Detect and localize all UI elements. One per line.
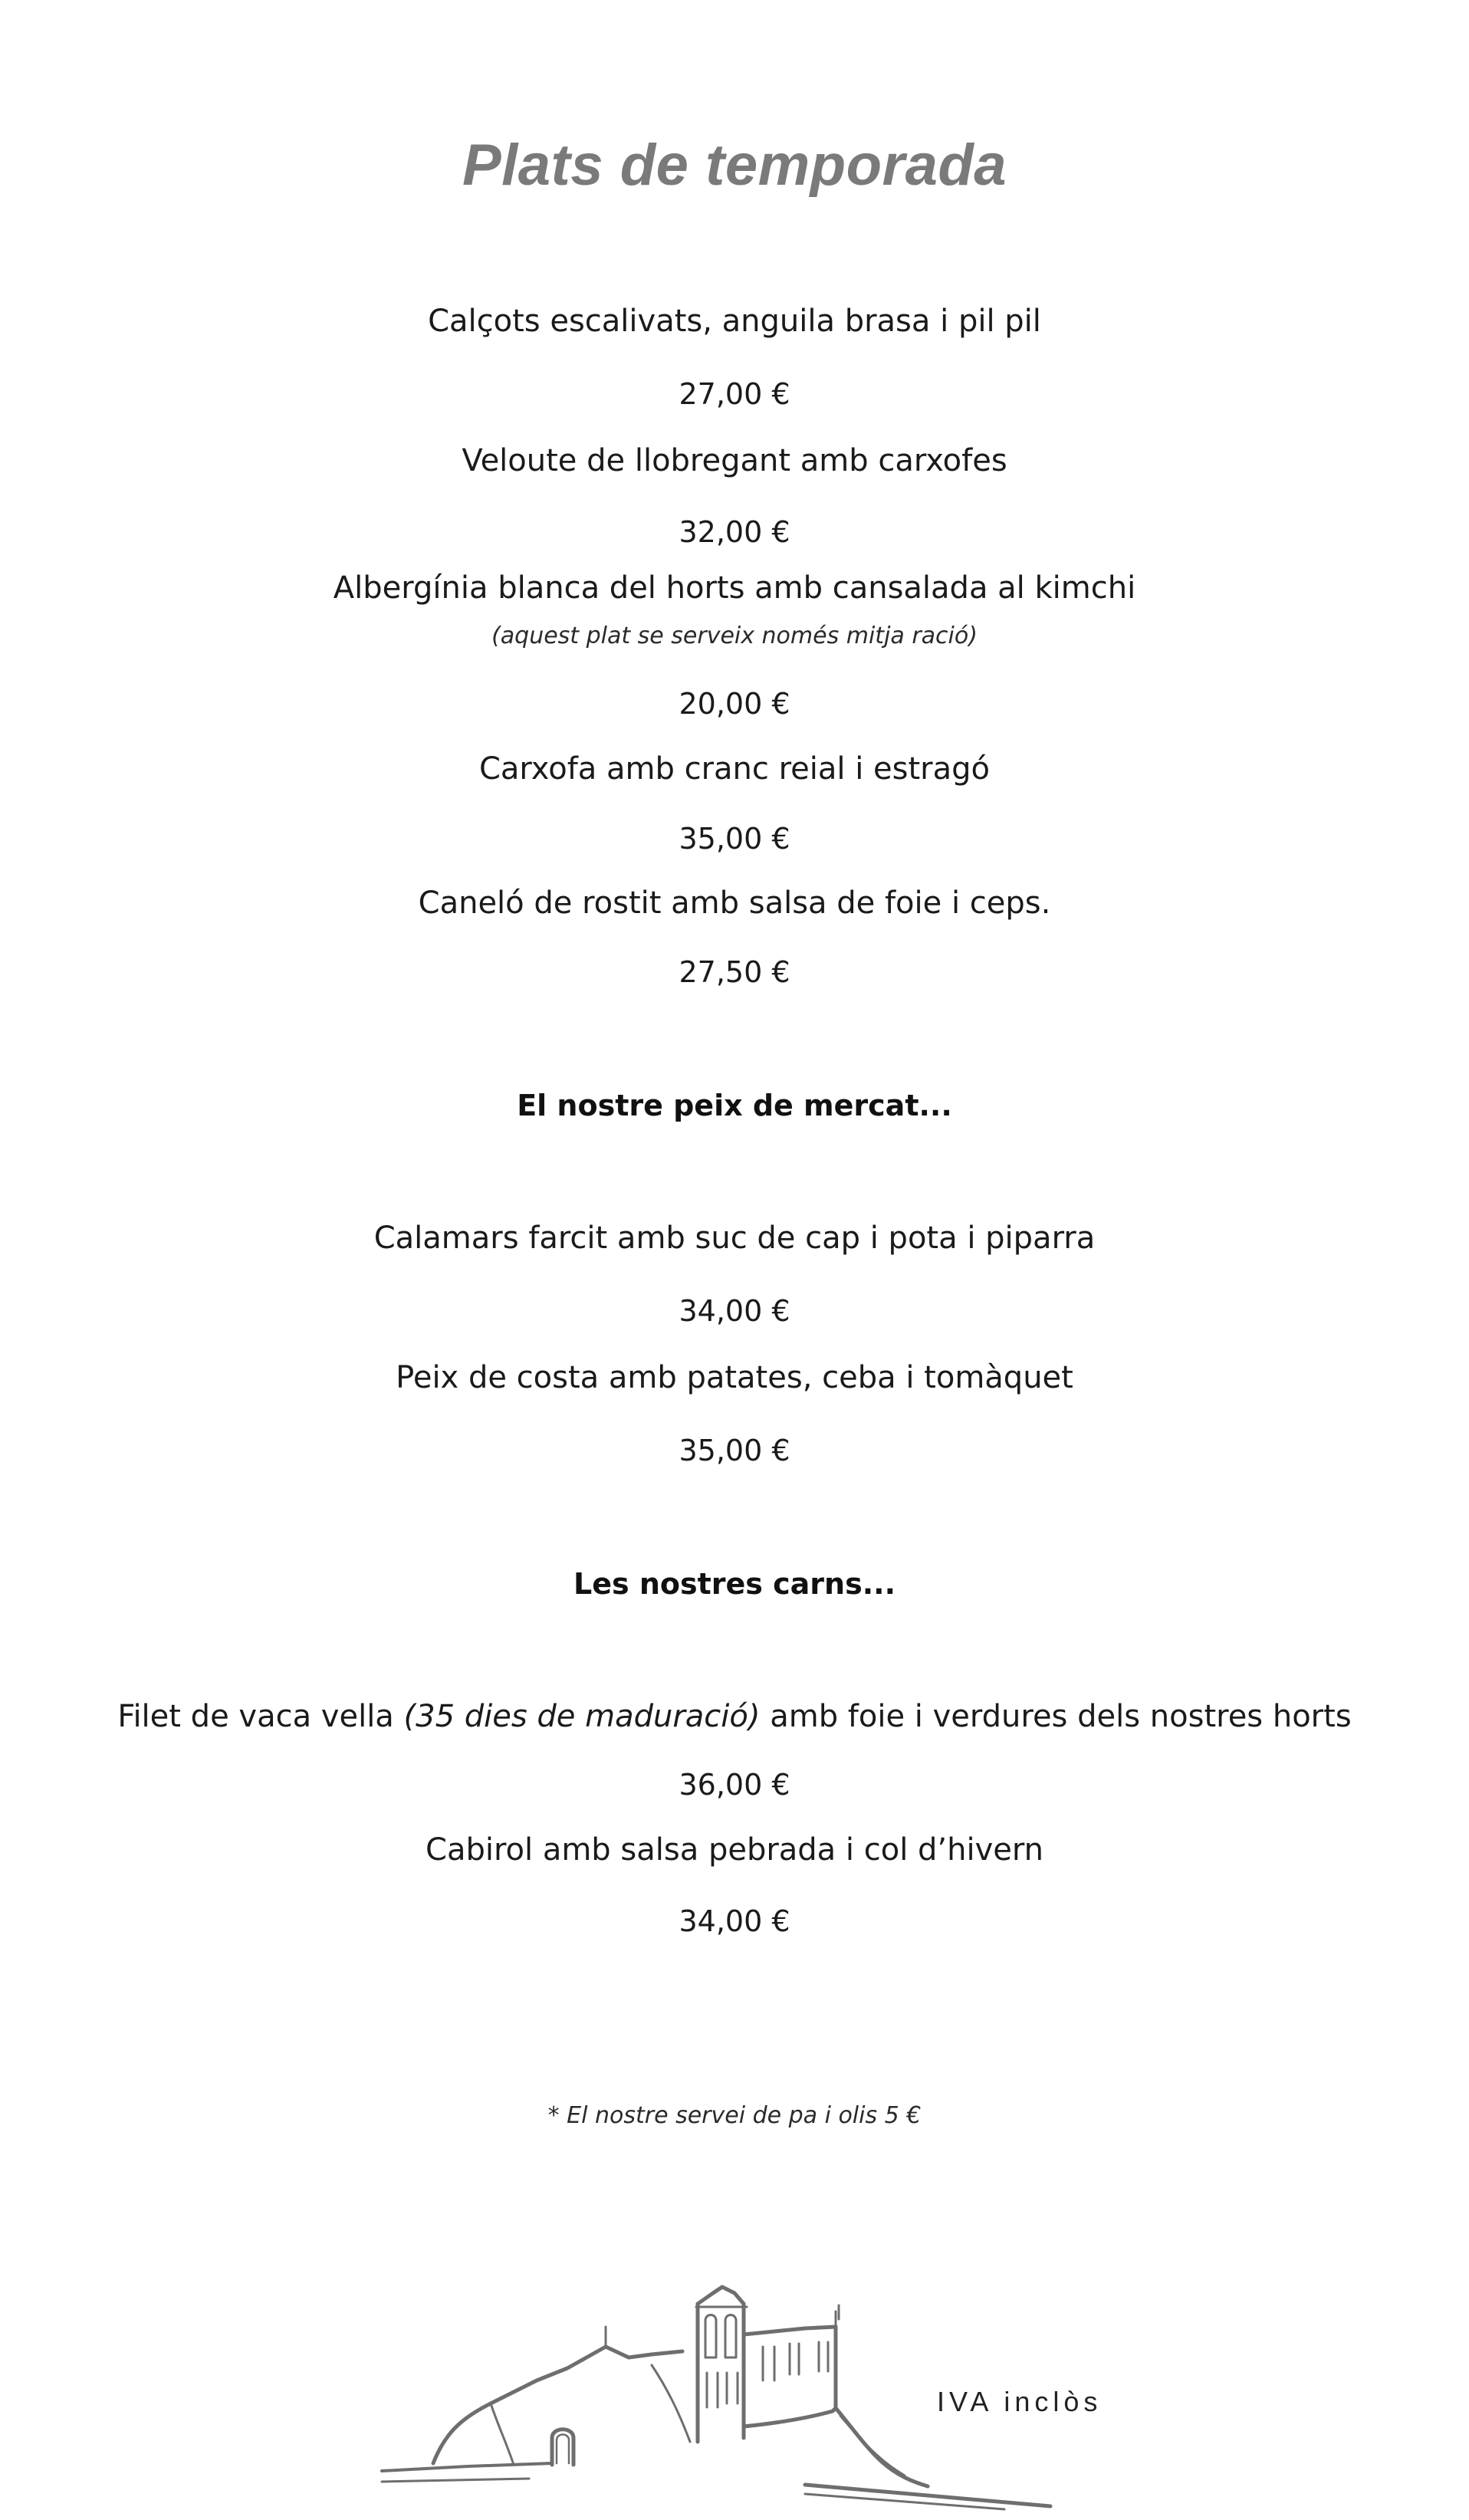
section-heading-fish: El nostre peix de mercat... [517,1089,952,1122]
dish-price: 35,00 € [679,822,790,856]
dish-price: 36,00 € [679,1768,790,1802]
dish-note: (aquest plat se serveix només mitja ració) [491,623,978,649]
dish-price: 27,50 € [679,955,790,989]
bread-service-footnote: * El nostre servei de pa i olis 5 € [547,2102,922,2129]
dish-name: Carxofa amb cranc reial i estragó [478,751,991,787]
dish-price: 20,00 € [679,687,790,721]
dish-price: 34,00 € [679,1294,790,1328]
dish-name-meat-1 [0,1699,1469,1734]
dish-name: Cabirol amb salsa pebrada i col d’hivern [426,1832,1043,1868]
tax-included-note: IVA inclòs [937,2386,1103,2417]
dish-price: 34,00 € [679,1904,790,1938]
dish-price: 32,00 € [679,515,790,549]
dish-name-part: Filet de vaca vella [117,1699,404,1734]
dish-name: Albergínia blanca del horts amb cansalada al kimchi [333,570,1136,606]
dish-name: Calamars farcit amb suc de cap i pota i piparra [373,1221,1096,1256]
dish-name: Calçots escalivats, anguila brasa i pil pil [428,304,1041,339]
dish-name: Caneló de rostit amb salsa de foie i ceps. [418,885,1051,921]
dish-name: Veloute de llobregant amb carxofes [462,443,1007,478]
dish-price: 35,00 € [679,1434,790,1467]
dish-name-italic: (35 dies de maduració) [403,1699,761,1734]
dish-name-part: amb foie i verdures dels nostres horts [760,1699,1352,1734]
dish-price: 27,00 € [679,377,790,411]
dish-name: Peix de costa amb patates, ceba i tomàquet [396,1360,1073,1395]
page-title: Plats de temporada [462,133,1007,198]
section-heading-meat: Les nostres carns... [573,1567,896,1601]
